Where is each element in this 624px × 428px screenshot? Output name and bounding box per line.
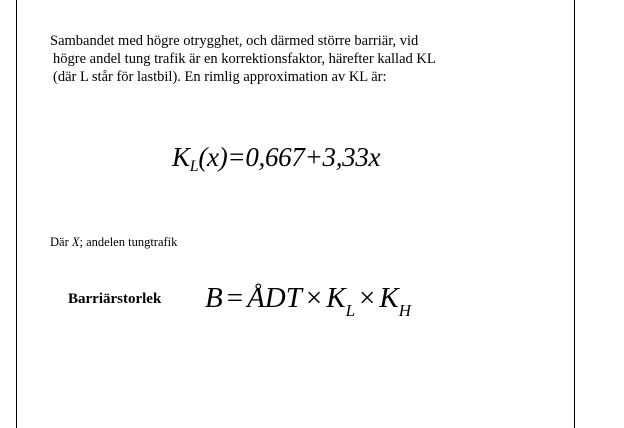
- kl-argument: (x): [198, 142, 228, 172]
- adt-term: ÅDT: [247, 282, 302, 314]
- kh-term-subscript: H: [398, 301, 412, 320]
- barrier-label: Barriärstorlek: [68, 291, 162, 307]
- definition-suffix: ; andelen tungtrafik: [79, 235, 178, 249]
- variable-definition: [50, 235, 177, 250]
- kl-rhs: =0,667+3,33x: [227, 142, 381, 172]
- paragraph-line-1: Sambandet med högre otrygghet, och därmed större barriär, vid: [50, 33, 419, 49]
- intro-paragraph: [50, 32, 436, 86]
- kl-subscript: L: [189, 158, 199, 175]
- definition-variable: X: [71, 235, 80, 249]
- kl-term: K: [326, 282, 346, 314]
- barrier-lhs: B: [205, 282, 223, 314]
- times-sign-1: ×: [305, 282, 323, 314]
- kh-term: K: [379, 282, 399, 314]
- times-sign-2: ×: [359, 282, 376, 314]
- equals-sign: =: [226, 282, 244, 314]
- paragraph-line-2: högre andel tung trafik är en korrektionsfaktor, härefter kallad KL: [53, 51, 436, 67]
- definition-prefix: Där: [50, 235, 72, 249]
- paragraph-line-3: (där L står för lastbil). En rimlig approximation av KL är:: [53, 69, 387, 85]
- kl-term-subscript: L: [345, 301, 356, 320]
- kl-symbol: K: [172, 142, 190, 172]
- barrier-formula: [205, 282, 412, 320]
- kl-formula: [172, 142, 380, 173]
